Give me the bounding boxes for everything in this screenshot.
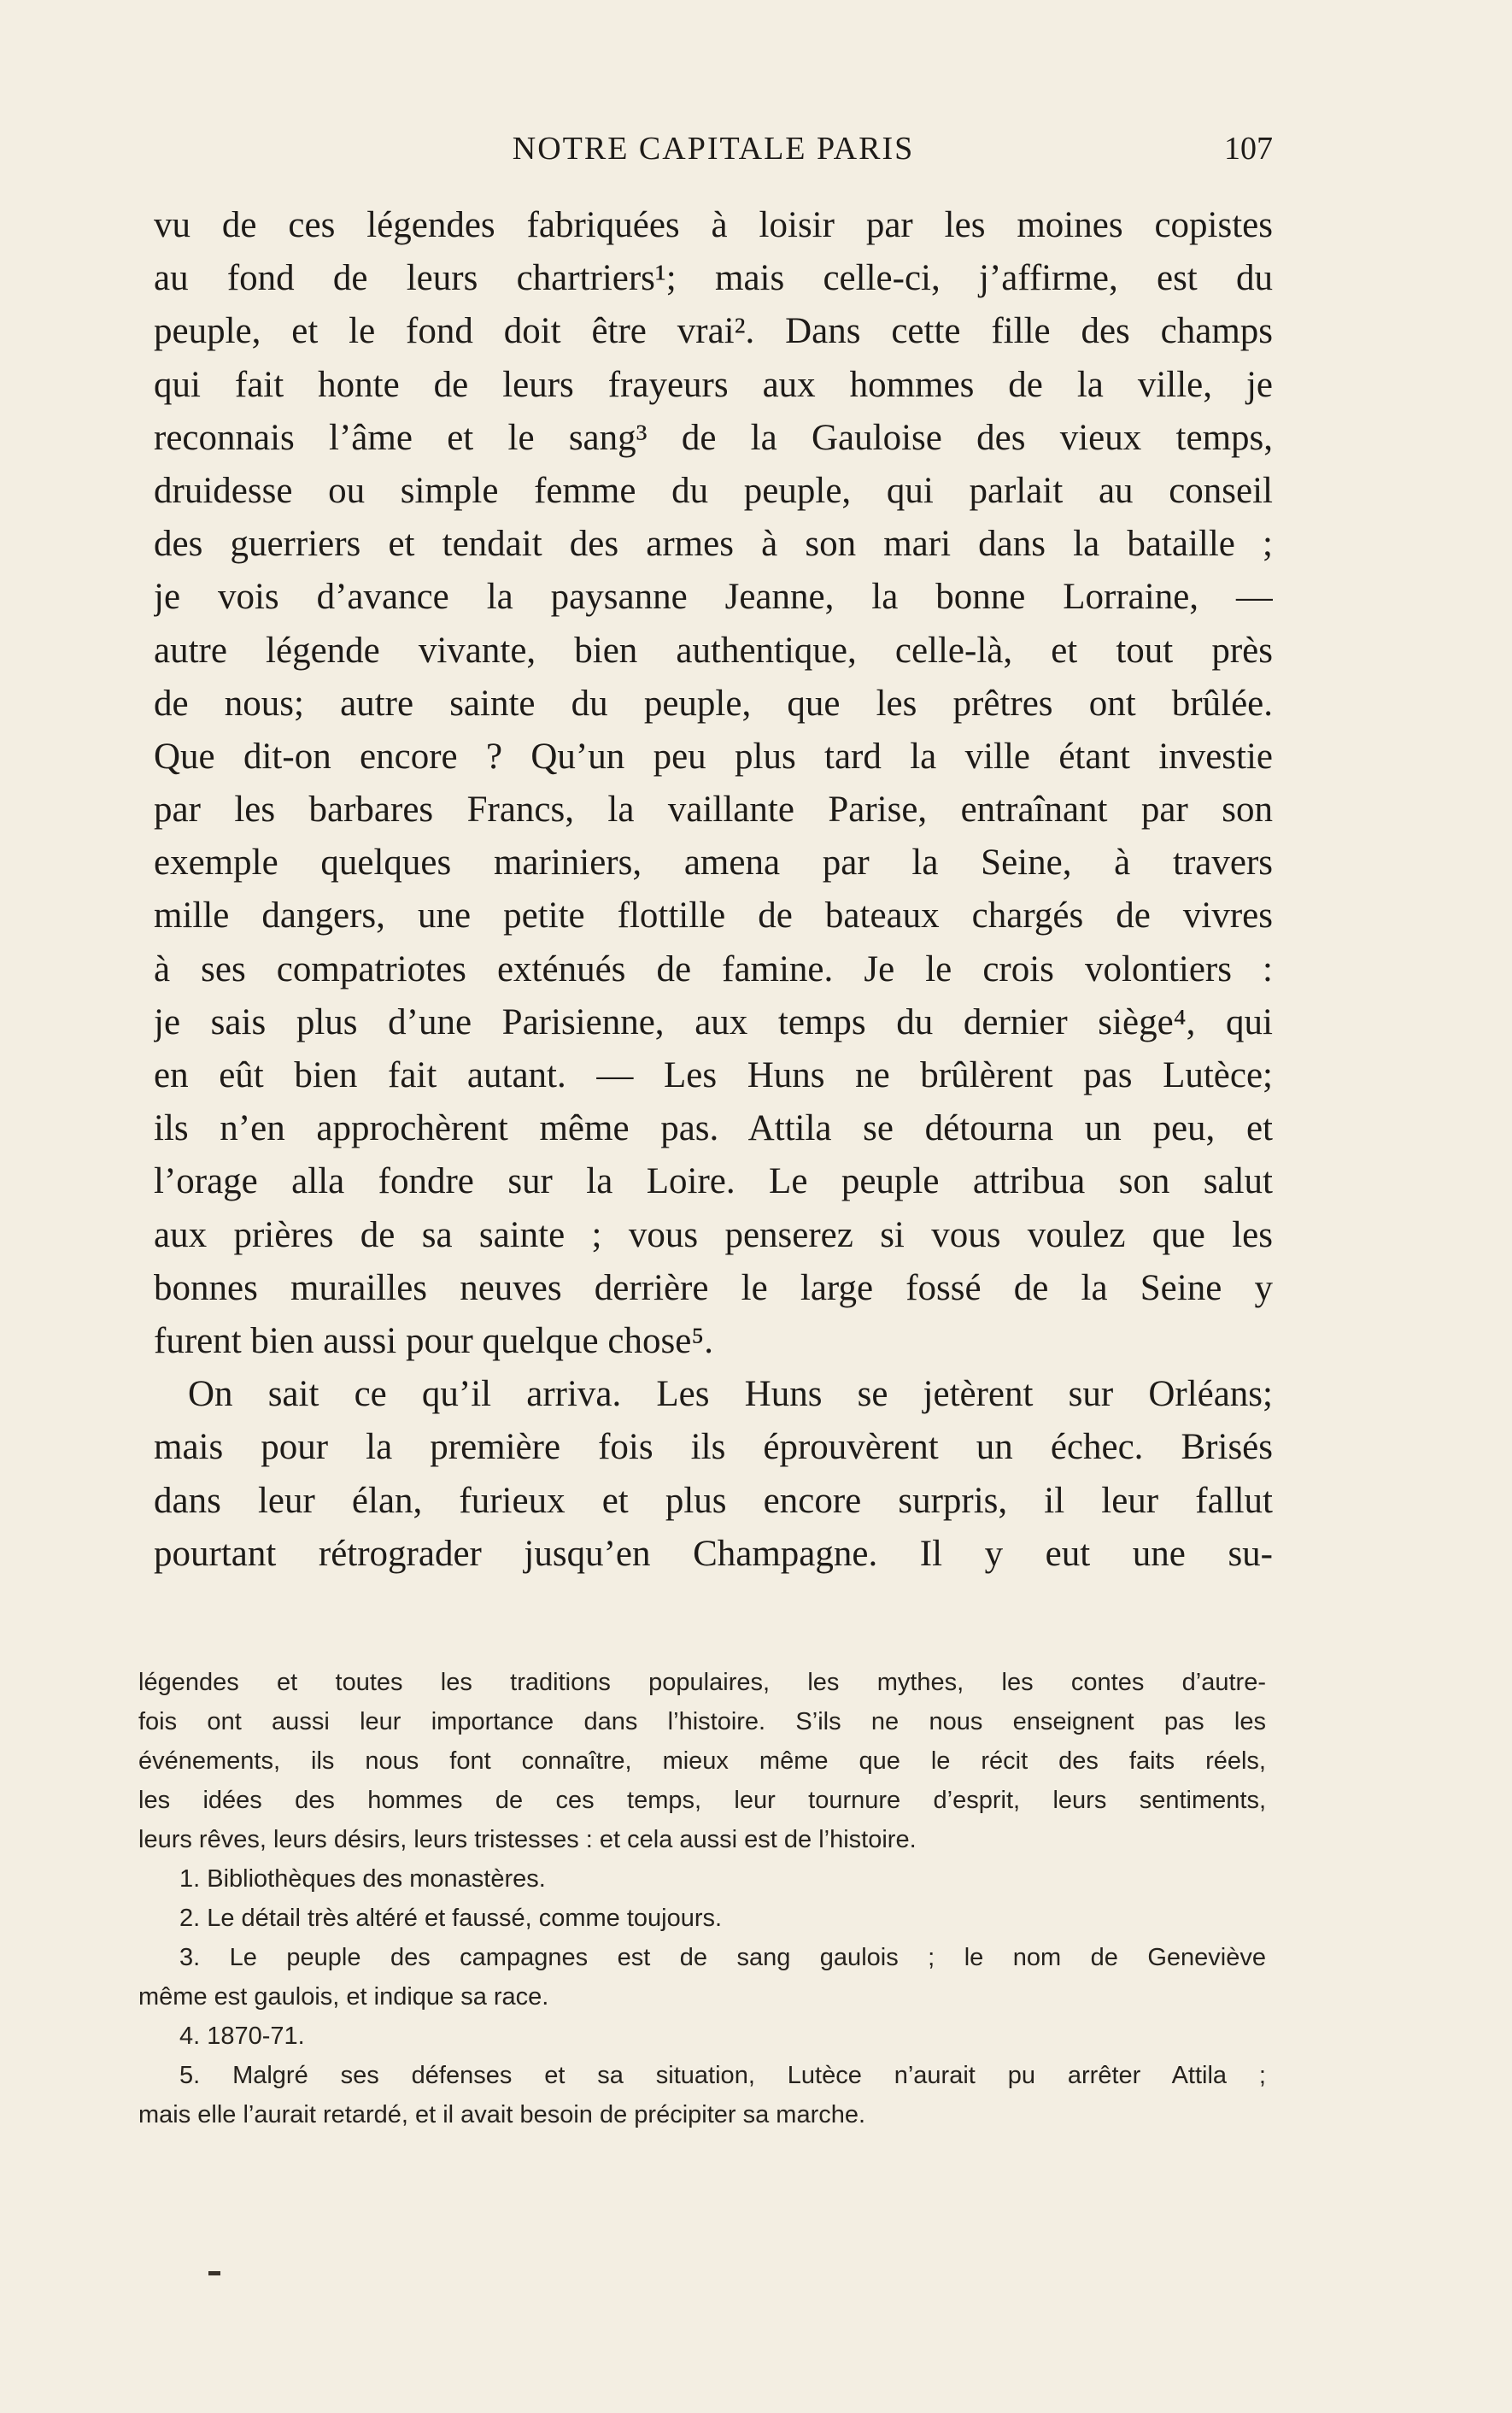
- body-line: aux prières de sa sainte ; vous penserez si vous voulez que les: [154, 1214, 1273, 1255]
- footnotes: [138, 1663, 1266, 2134]
- body-line: druidesse ou simple femme du peuple, qui parlait au conseil: [154, 470, 1273, 511]
- body-line: bonnes murailles neuves derrière le large fossé de la Seine y: [154, 1267, 1273, 1308]
- body-line: mais pour la première fois ils éprouvèrent un échec. Brisés: [154, 1427, 1273, 1468]
- body-line: autre légende vivante, bien authentique, celle-là, et tout près: [154, 630, 1273, 671]
- running-title: NOTRE CAPITALE PARIS: [512, 131, 915, 167]
- body-line: On sait ce qu’il arriva. Les Huns se jetèrent sur Orléans;: [188, 1374, 1273, 1415]
- footnote-1: 1. Bibliothèques des monastères.: [179, 1865, 546, 1893]
- footnote-line: légendes et toutes les traditions populaires, les mythes, les contes d’autre-: [138, 1669, 1266, 1696]
- body-line: au fond de leurs chartriers¹; mais celle-ci, j’affirme, est du: [154, 258, 1273, 299]
- footnote-line: fois ont aussi leur importance dans l’histoire. S’ils ne nous enseignent pas les: [138, 1708, 1266, 1735]
- footnote-2: 2. Le détail très altéré et faussé, comme toujours.: [179, 1905, 723, 1932]
- body-line: vu de ces légendes fabriquées à loisir par les moines copistes: [154, 205, 1273, 245]
- body-line: dans leur élan, furieux et plus encore surpris, il leur fallut: [154, 1480, 1273, 1521]
- body-line: ils n’en approchèrent même pas. Attila se détourna un peu, et: [154, 1108, 1273, 1149]
- running-head: [154, 130, 1273, 181]
- body-line: qui fait honte de leurs frayeurs aux hommes de la ville, je: [154, 364, 1273, 405]
- body-line: l’orage alla fondre sur la Loire. Le peuple attribua son salut: [154, 1161, 1273, 1202]
- print-mark: [208, 2271, 220, 2275]
- body-line: je vois d’avance la paysanne Jeanne, la bonne Lorraine, —: [154, 577, 1273, 618]
- body-text: [154, 199, 1273, 1581]
- footnote-3: 3. Le peuple des campagnes est de sang gaulois ; le nom de Geneviève: [179, 1944, 1266, 1971]
- body-line: Que dit-on encore ? Qu’un peu plus tard la ville étant investie: [154, 736, 1273, 777]
- footnote-line: même est gaulois, et indique sa race.: [138, 1983, 549, 2011]
- footnote-line: leurs rêves, leurs désirs, leurs tristesses : et cela aussi est de l’histoire.: [138, 1826, 917, 1853]
- body-line: à ses compatriotes exténués de famine. Je le crois volontiers :: [154, 948, 1273, 989]
- body-line: de nous; autre sainte du peuple, que les prêtres ont brûlée.: [154, 683, 1273, 724]
- body-line: furent bien aussi pour quelque chose⁵.: [154, 1320, 714, 1361]
- footnote-line: les idées des hommes de ces temps, leur tournure d’esprit, leurs sentiments,: [138, 1787, 1266, 1814]
- body-line: exemple quelques mariniers, amena par la Seine, à travers: [154, 842, 1273, 884]
- body-line: peuple, et le fond doit être vrai². Dans cette fille des champs: [154, 311, 1273, 352]
- body-line: par les barbares Francs, la vaillante Parise, entraînant par son: [154, 790, 1273, 831]
- body-line: reconnais l’âme et le sang³ de la Gauloise des vieux temps,: [154, 417, 1273, 458]
- body-line: en eût bien fait autant. — Les Huns ne brûlèrent pas Lutèce;: [154, 1055, 1273, 1095]
- footnote-5: 5. Malgré ses défenses et sa situation, Lutèce n’aurait pu arrêter Attila ;: [179, 2062, 1266, 2089]
- footnote-line: mais elle l’aurait retardé, et il avait besoin de précipiter sa marche.: [138, 2101, 866, 2128]
- footnote-4: 4. 1870-71.: [179, 2023, 305, 2050]
- body-line: je sais plus d’une Parisienne, aux temps du dernier siège⁴, qui: [154, 1001, 1273, 1042]
- body-line: des guerriers et tendait des armes à son mari dans la bataille ;: [154, 524, 1273, 565]
- page-number: 107: [1224, 131, 1273, 167]
- body-line: pourtant rétrograder jusqu’en Champagne. Il y eut une su-: [154, 1533, 1273, 1574]
- footnote-line: événements, ils nous font connaître, mieux même que le récit des faits réels,: [138, 1747, 1266, 1775]
- body-line: mille dangers, une petite flottille de bateaux chargés de vivres: [154, 895, 1273, 936]
